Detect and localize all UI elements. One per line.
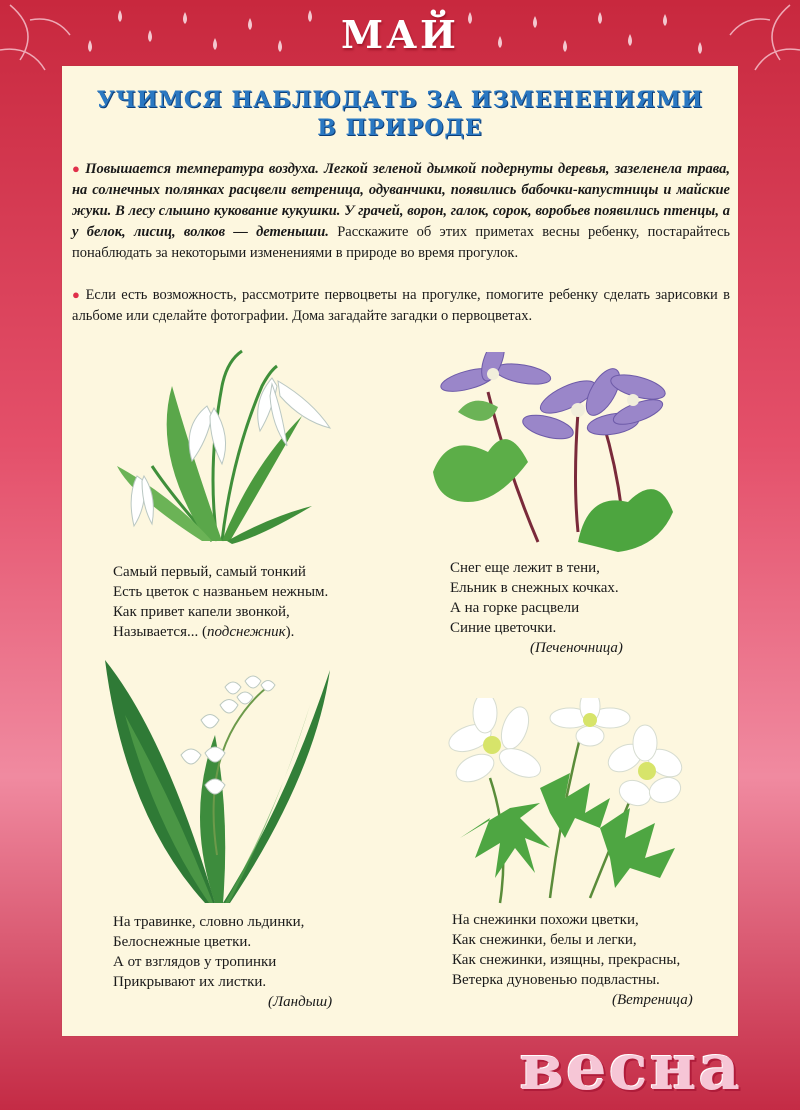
poem-snowdrop [113,562,328,642]
poem-answer: подснежник [206,624,286,640]
paragraph-primroses-text: Если есть возможность, рассмотрите первоцветы на прогулке, помогите ребенку сделать зарисовки в альбоме или сделайте фотографии. Дома загадайте загадки о первоцветах. [72,287,730,324]
bullet-icon: ● [72,161,82,176]
poem-line: Самый первый, самый тонкий [113,564,306,580]
paragraph-weather [72,158,730,264]
poem-line: Ельник в снежных кочках. [450,580,619,596]
poem-credit: (Печеночница) [530,640,623,656]
poem-line: Ветерка дуновенью подвластны. [452,972,660,988]
poem-line: Как привет капели звонкой, [113,604,290,620]
poem-line: А от взглядов у тропинки [113,954,277,970]
poem-line: Снег еще лежит в тени, [450,560,600,576]
paragraph-weather-bold: Повышается температура воздуха. Легкой зеленой дымкой подернуты деревья, зазеленела трава, на солнечных полянках расцвели ветреница, одуванчики, появились бабочки-капустницы и майские жуки. В лесу слышно кукование кукушки. У грачей, ворон, галок, сорок, воробьев появились птенцы, а у белок, лисиц, волков — детеныши. [72,161,730,240]
liverwort-illustration [428,352,678,552]
bullet-icon: ● [72,287,82,302]
poem-line: Есть цветок с названьем нежным. [113,584,329,600]
poem-line: Как снежинки, изящны, прекрасны, [452,952,681,968]
anemone-illustration [440,698,700,908]
poem-line [113,622,328,642]
poem-line: На снежинки похожи цветки, [452,912,639,928]
poem-line: А на горке расцвели [450,600,580,616]
poem-credit: (Ветреница) [612,992,693,1008]
paragraph-primroses [72,284,730,327]
lily-of-the-valley-illustration [105,655,335,905]
poem-line-text: Называется... ( [113,624,207,640]
month-title: МАЙ [341,12,459,57]
season-title: весна [519,1030,742,1105]
poem-line: На травинке, словно льдинки, [113,914,305,930]
poem-line: Прикрывают их листки. [113,974,267,990]
poem-line-closing: ). [285,624,295,640]
poem-line: Белоснежные цветки. [113,934,252,950]
poem-anemone [452,910,693,1010]
section-title [62,86,738,142]
paragraph-weather-regular: Расскажите об этих приметах весны ребенку, постарайтесь понаблюдать за некоторыми изменениями в природе во время прогулок. [72,224,730,261]
snowdrop-illustration [112,346,342,546]
section-title-line1: УЧИМСЯ НАБЛЮДАТЬ ЗА ИЗМЕНЕНИЯМИ [96,87,704,113]
poem-lily [113,912,332,1012]
poem-credit: (Ландыш) [268,994,333,1010]
poem-liverwort [450,558,623,658]
poem-line: Синие цветочки. [450,620,557,636]
section-title-line2: В ПРИРОДЕ [317,115,483,141]
poem-line: Как снежинки, белы и легки, [452,932,637,948]
